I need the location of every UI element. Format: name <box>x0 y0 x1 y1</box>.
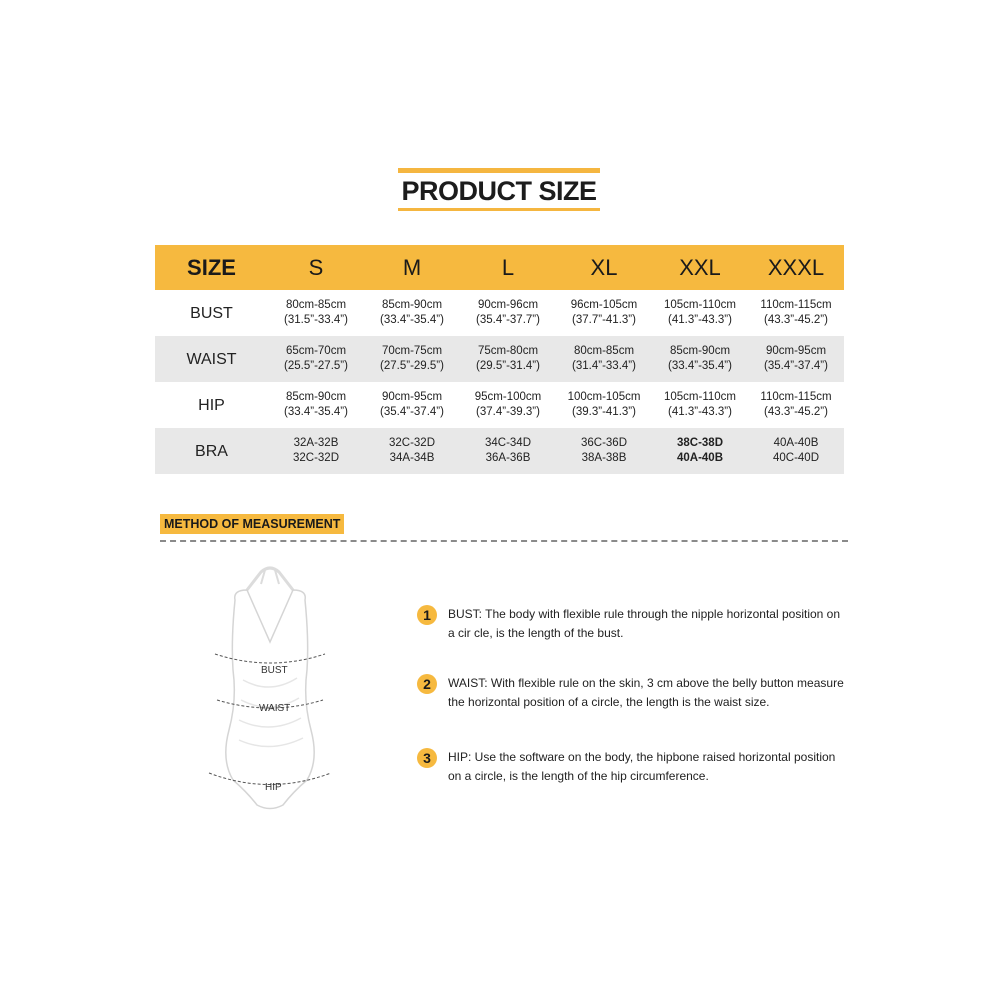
step-number-badge: 2 <box>417 674 437 694</box>
cell-inch: (37.7”-41.3”) <box>572 314 636 326</box>
cell-bra-a: 34C-34D <box>484 437 532 449</box>
page-title: PRODUCT SIZE <box>401 176 597 206</box>
cell-cm: 70cm-75cm <box>381 345 443 357</box>
cell-inch: (31.5”-33.4”) <box>284 314 348 326</box>
cell-inch: (43.3”-45.2”) <box>764 406 828 418</box>
cell-cm: 105cm-110cm <box>663 391 736 403</box>
swimsuit-body <box>226 590 314 809</box>
cell-inch: (33.4”-35.4”) <box>380 314 444 326</box>
cell-bra-b: 36A-36B <box>485 452 531 464</box>
cell-cm: 80cm-85cm <box>285 299 347 311</box>
table-cell <box>748 290 844 336</box>
cell-bra-a: 38C-38D <box>676 437 724 449</box>
row-label: HIP <box>198 396 225 414</box>
size-chart-table <box>155 245 844 474</box>
table-cell <box>268 428 364 474</box>
title-bottom-rule <box>398 208 600 211</box>
cell-inch: (29.5”-31.4”) <box>476 360 540 372</box>
table-cell <box>652 290 748 336</box>
hip-label: HIP <box>265 782 282 793</box>
cell-inch: (43.3”-45.2”) <box>764 314 828 326</box>
cell-inch: (31.4”-33.4”) <box>572 360 636 372</box>
swimsuit-illustration <box>195 560 345 830</box>
table-cell <box>268 382 364 428</box>
cell-cm: 90cm-96cm <box>477 299 539 311</box>
cell-cm: 85cm-90cm <box>381 299 443 311</box>
waist-label: WAIST <box>259 703 291 714</box>
header-l: L <box>501 255 515 280</box>
cell-cm: 90cm-95cm <box>765 345 827 357</box>
table-cell <box>268 290 364 336</box>
table-cell <box>460 382 556 428</box>
table-row-bust <box>155 290 844 336</box>
cell-bra-b: 34A-34B <box>389 452 435 464</box>
cell-bra-a: 40A-40B <box>773 437 819 449</box>
table-cell <box>460 290 556 336</box>
table-cell <box>364 382 460 428</box>
cell-cm: 110cm-115cm <box>760 391 832 403</box>
cell-bra-a: 32C-32D <box>388 437 436 449</box>
cell-bra-b: 40C-40D <box>772 452 820 464</box>
cell-cm: 95cm-100cm <box>474 391 542 403</box>
step-number-badge: 3 <box>417 748 437 768</box>
cell-cm: 80cm-85cm <box>573 345 635 357</box>
table-cell <box>364 290 460 336</box>
table-cell <box>556 382 652 428</box>
table-cell <box>364 428 460 474</box>
cell-cm: 85cm-90cm <box>285 391 347 403</box>
table-cell <box>460 336 556 382</box>
cell-cm: 90cm-95cm <box>381 391 443 403</box>
step-text: WAIST: With flexible rule on the skin, 3 cm above the belly button measure the horizontal position of a circle, the length is the waist size. <box>448 676 844 709</box>
cell-inch: (33.4”-35.4”) <box>284 406 348 418</box>
table-cell <box>268 336 364 382</box>
cell-bra-a: 32A-32B <box>293 437 339 449</box>
table-row-hip <box>155 382 844 428</box>
row-label: BUST <box>190 304 233 322</box>
row-label: WAIST <box>186 350 237 368</box>
cell-bra-b: 38A-38B <box>581 452 627 464</box>
cell-inch: (35.4”-37.4”) <box>764 360 828 372</box>
table-cell <box>556 336 652 382</box>
cell-cm: 65cm-70cm <box>285 345 347 357</box>
cell-bra-b: 32C-32D <box>292 452 340 464</box>
cell-cm: 75cm-80cm <box>477 345 539 357</box>
header-xl: XL <box>590 255 618 280</box>
table-row-bra <box>155 428 844 474</box>
bust-label: BUST <box>261 665 288 676</box>
header-m: M <box>402 255 422 280</box>
halter-strap <box>247 568 293 590</box>
halter-knot <box>261 570 279 584</box>
cell-inch: (41.3”-43.3”) <box>668 406 732 418</box>
table-header-row <box>155 245 844 290</box>
cell-inch: (39.3”-41.3”) <box>572 406 636 418</box>
cell-bra-a: 36C-36D <box>580 437 628 449</box>
header-size: SIZE <box>187 255 236 280</box>
cell-inch: (25.5”-27.5”) <box>284 360 348 372</box>
table-cell <box>652 428 748 474</box>
cell-cm: 100cm-105cm <box>567 391 641 403</box>
table-cell <box>748 336 844 382</box>
cell-inch: (41.3”-43.3”) <box>668 314 732 326</box>
table-cell <box>364 336 460 382</box>
cell-inch: (33.4”-35.4”) <box>668 360 732 372</box>
method-of-measurement-label: METHOD OF MEASUREMENT <box>160 514 344 534</box>
table-cell <box>748 428 844 474</box>
table-row-waist <box>155 336 844 382</box>
cell-cm: 85cm-90cm <box>669 345 731 357</box>
dashed-divider <box>160 540 848 542</box>
cell-cm: 110cm-115cm <box>760 299 832 311</box>
cell-inch: (37.4”-39.3”) <box>476 406 540 418</box>
cell-inch: (27.5”-29.5”) <box>380 360 444 372</box>
step-text: BUST: The body with flexible rule through the nipple horizontal position on a cir cle, is the length of the bust. <box>448 607 841 640</box>
header-s: S <box>308 255 324 280</box>
cell-cm: 105cm-110cm <box>663 299 736 311</box>
step-number-badge: 1 <box>417 605 437 625</box>
table-cell <box>460 428 556 474</box>
table-cell <box>556 428 652 474</box>
cell-bra-b: 40A-40B <box>676 452 724 464</box>
cell-inch: (35.4”-37.4”) <box>380 406 444 418</box>
cell-inch: (35.4”-37.7”) <box>476 314 540 326</box>
title-top-rule <box>398 168 600 173</box>
table-cell <box>556 290 652 336</box>
table-cell <box>748 382 844 428</box>
row-label: BRA <box>195 442 228 460</box>
header-xxl: XXL <box>679 255 721 280</box>
table-cell <box>652 336 748 382</box>
table-cell <box>652 382 748 428</box>
product-size-title-block <box>398 168 600 214</box>
step-text: HIP: Use the software on the body, the hipbone raised horizontal position on a circle, is the length of the hip circumference. <box>448 750 836 783</box>
header-xxxl: XXXL <box>767 255 825 280</box>
cell-cm: 96cm-105cm <box>570 299 638 311</box>
